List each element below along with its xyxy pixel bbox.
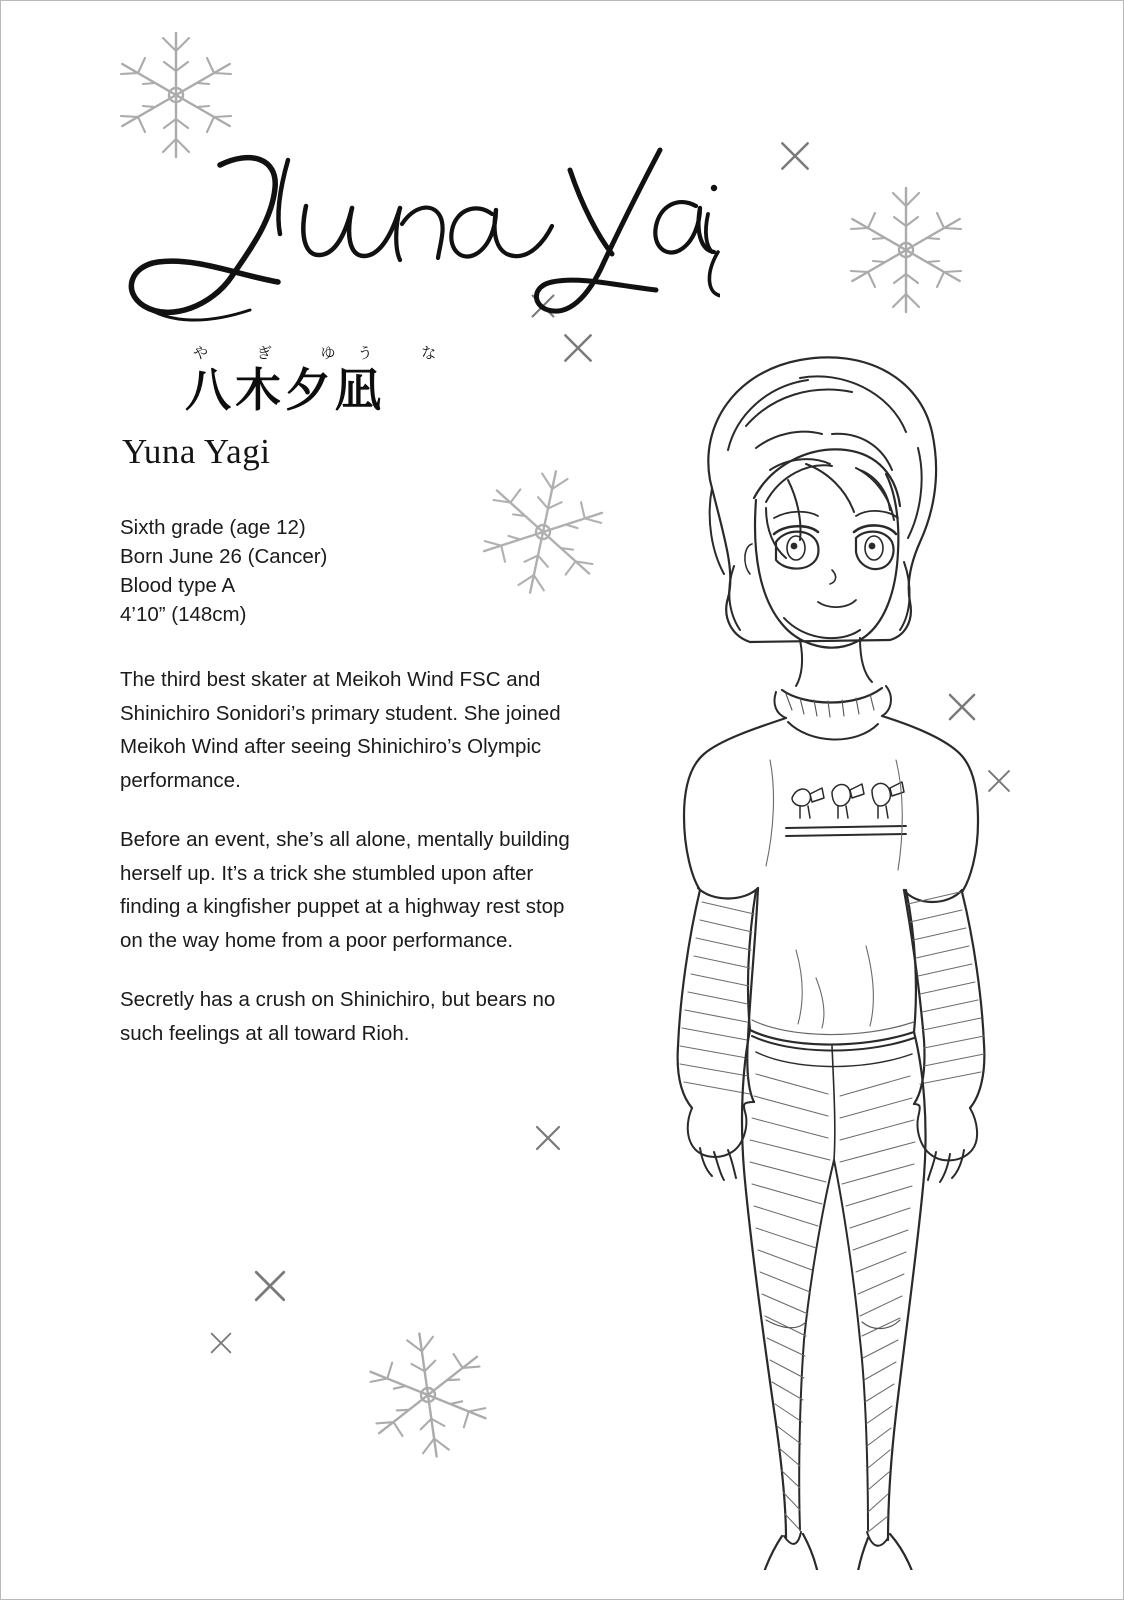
stat-grade: Sixth grade (age 12) bbox=[120, 516, 306, 539]
romaji-name: Yuna Yagi bbox=[122, 432, 271, 471]
japanese-name-block bbox=[185, 344, 485, 416]
stat-blood-type: Blood type A bbox=[120, 574, 236, 597]
bio-paragraph-2: Before an event, she’s all alone, mentally building herself up. It’s a trick she stumbled upon after finding a kingfisher puppet at a highway rest stop on the way home from a poor performance. bbox=[120, 828, 570, 952]
bio-paragraph-1: The third best skater at Meikoh Wind FSC and Shinichiro Sonidori’s primary student. She joined Meikoh Wind after seeing Shinichiro’s Olympic performance. bbox=[120, 668, 561, 792]
character-bio bbox=[120, 663, 580, 1050]
stat-birthday: Born June 26 (Cancer) bbox=[120, 545, 328, 568]
signature-artwork bbox=[100, 110, 720, 340]
character-illustration bbox=[560, 330, 1060, 1570]
kanji-name: 八木夕凪 bbox=[185, 363, 385, 417]
stat-height: 4’10” (148cm) bbox=[120, 603, 247, 626]
bio-paragraph-3: Secretly has a crush on Shinichiro, but bears no such feelings at all toward Rioh. bbox=[120, 988, 556, 1045]
furigana-reading: や ぎ ゆう な bbox=[193, 344, 459, 362]
character-stats bbox=[120, 513, 540, 629]
